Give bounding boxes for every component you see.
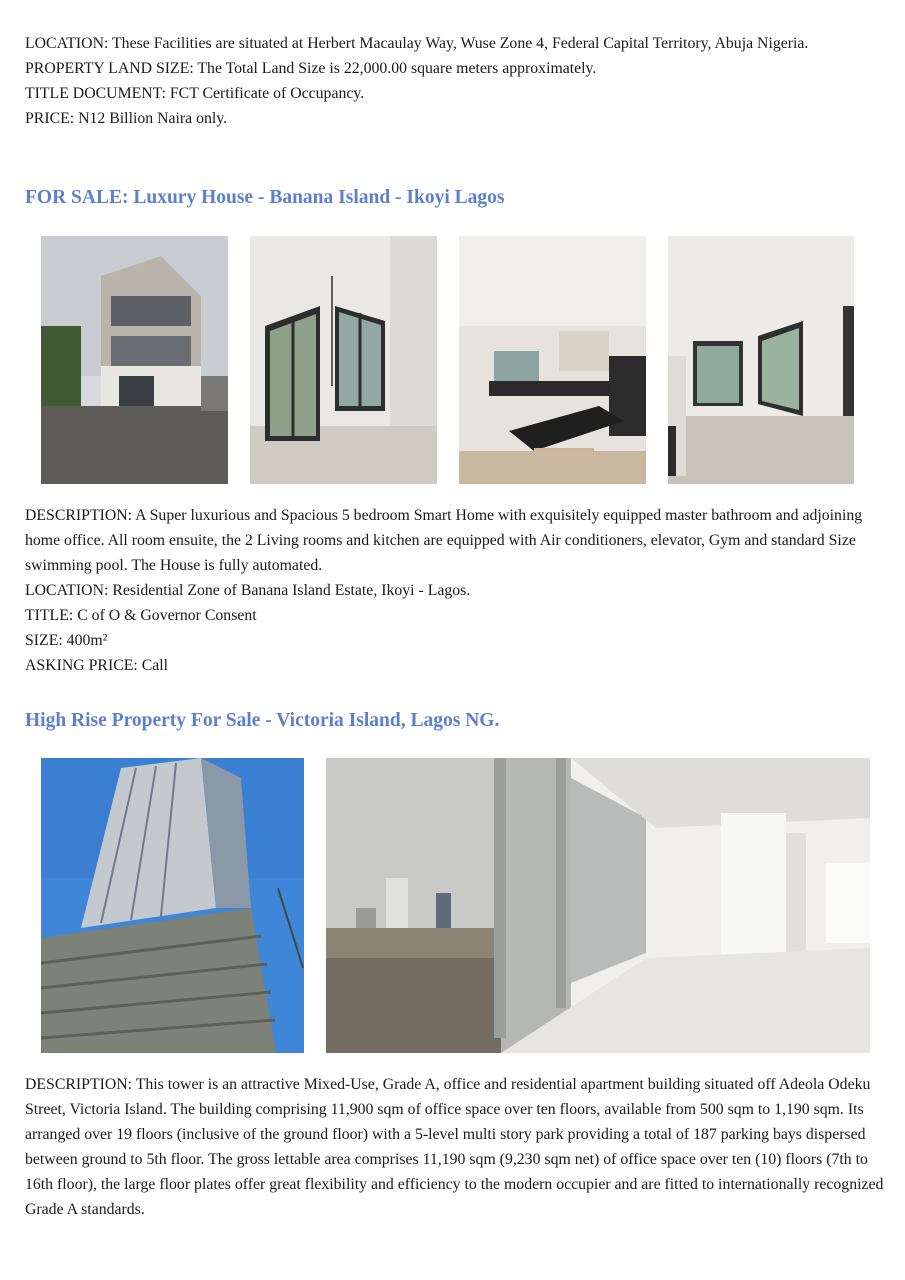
living-room-windows-photo	[250, 236, 437, 484]
top-property-details	[25, 31, 885, 131]
listing1-price: ASKING PRICE: Call	[25, 657, 169, 674]
tower-exterior-photo	[41, 758, 304, 1053]
listing1-size: SIZE: 400m²	[25, 632, 108, 649]
land-size-line: PROPERTY LAND SIZE: The Total Land Size is 22,000.00 square meters approximately.	[25, 60, 597, 77]
listing1-description: DESCRIPTION: A Super luxurious and Spacious 5 bedroom Smart Home with exquisitely equipped master bathroom and adjoining home office. All room ensuite, the 2 Living rooms and kitchen are equipped with Air conditioners, elevator, Gym and standard Size swimming pool. The House is fully automated.	[25, 507, 863, 574]
listing1-location: LOCATION: Residential Zone of Banana Island Estate, Ikoyi - Lagos.	[25, 582, 471, 599]
location-line: LOCATION: These Facilities are situated at Herbert Macaulay Way, Wuse Zone 4, Federal Capital Territory, Abuja Nigeria.	[25, 35, 809, 52]
kitchen-photo	[459, 236, 646, 484]
listing1-details	[25, 503, 885, 678]
listing2-heading: High Rise Property For Sale - Victoria Island, Lagos NG.	[25, 710, 500, 731]
listing2-details	[25, 1072, 885, 1222]
office-floor-interior-photo	[326, 758, 870, 1053]
title-document-line: TITLE DOCUMENT: FCT Certificate of Occupancy.	[25, 85, 365, 102]
listing1-title: TITLE: C of O & Governor Consent	[25, 607, 257, 624]
house-exterior-photo	[41, 236, 228, 484]
listing2-description: DESCRIPTION: This tower is an attractive Mixed-Use, Grade A, office and residential apartment building situated off Adeola Odeku Street, Victoria Island. The building comprising 11,900 sqm of office space over ten floors, available from 500 sqm to 1,190 sqm. Its arranged over 19 floors (inclusive of the ground floor) with a 5-level multi story park providing a total of 187 parking bays dispersed between ground to 5th floor. The gross lettable area comprises 11,190 sqm (9,230 sqm net) of office space over ten (10) floors (7th to 16th floor), the large floor plates offer great flexibility and efficiency to the modern occupier and are fitted to internationally recognized Grade A standards.	[25, 1076, 884, 1218]
price-line: PRICE: N12 Billion Naira only.	[25, 110, 228, 127]
listing1-heading: FOR SALE: Luxury House - Banana Island - Ikoyi Lagos	[25, 187, 505, 208]
open-living-area-photo	[668, 236, 854, 484]
